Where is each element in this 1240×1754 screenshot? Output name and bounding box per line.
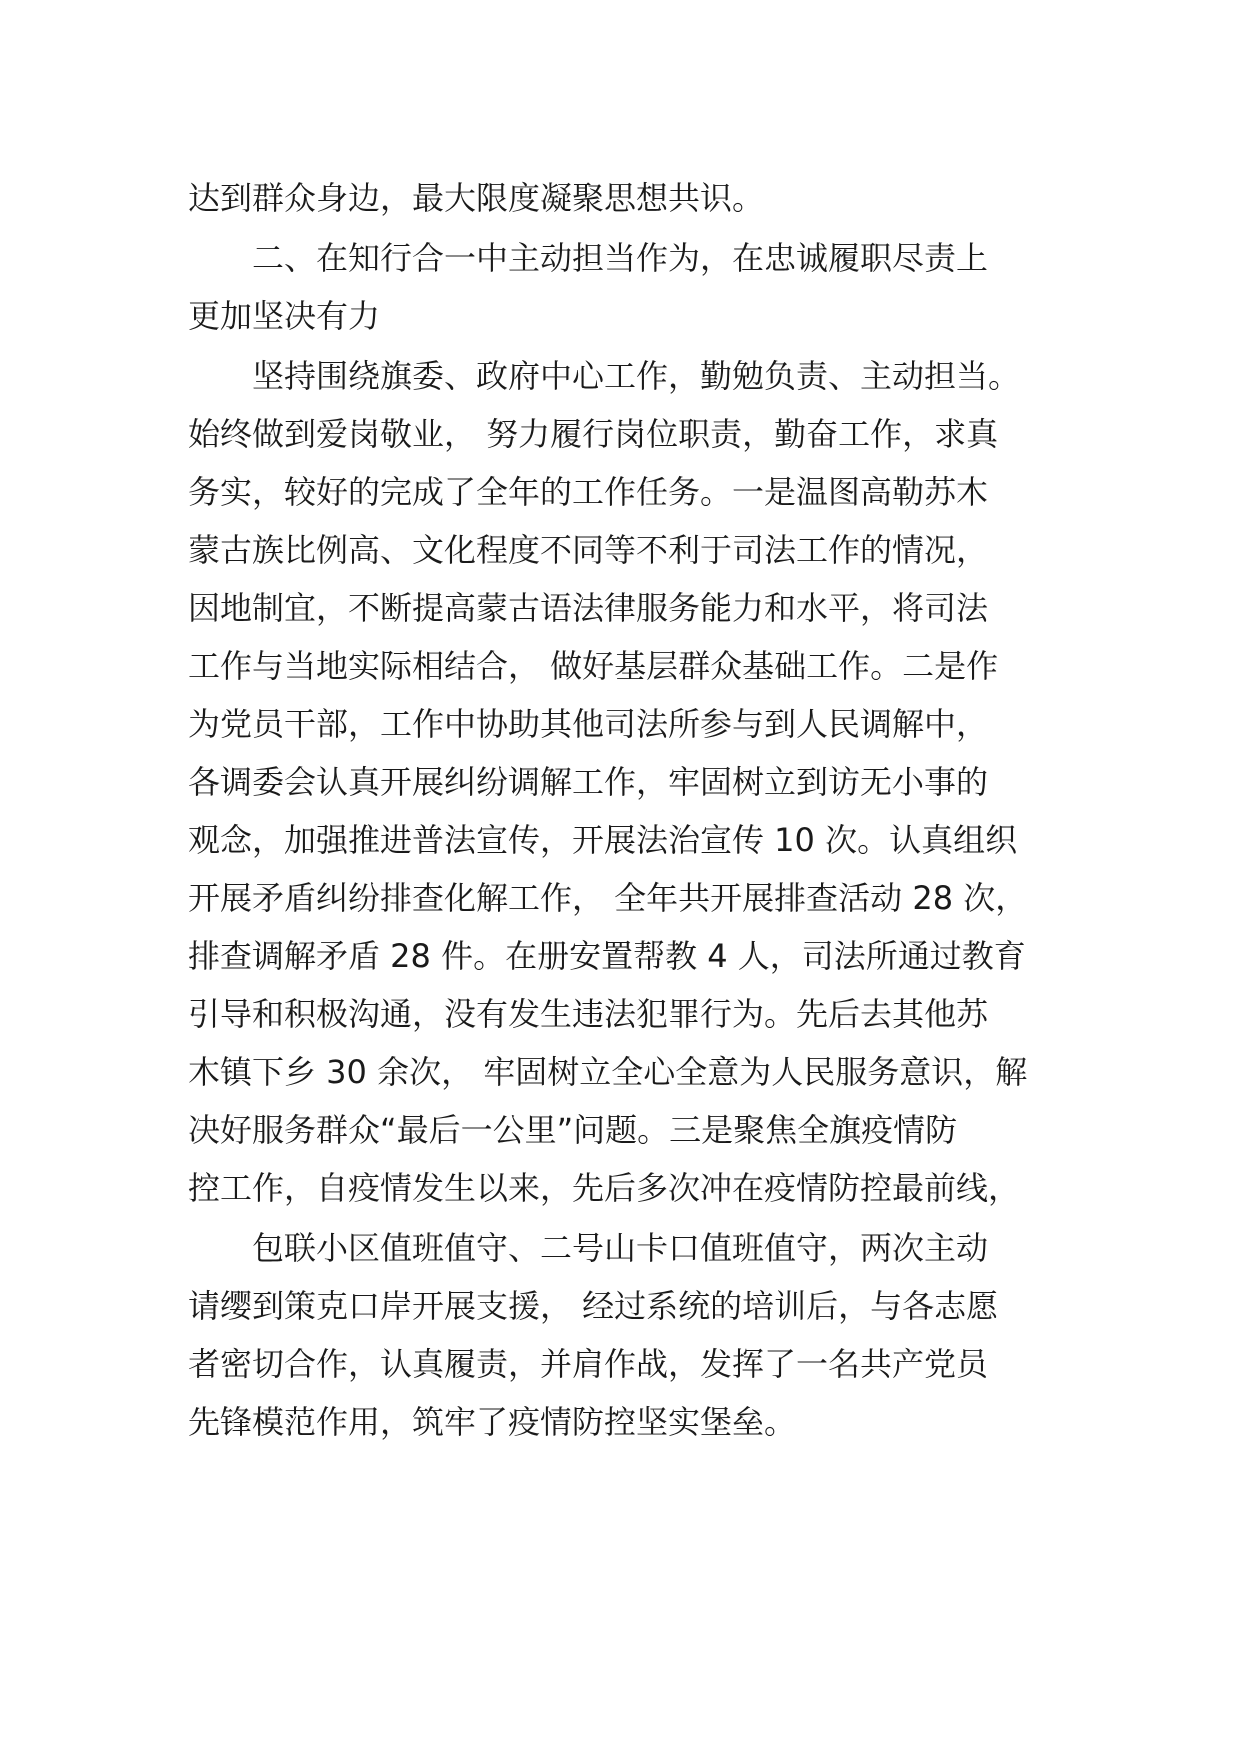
body-text-line: 达到群众身边，最大限度凝聚思想共识。: [188, 179, 765, 217]
body-text-line: 务实，较好的完成了全年的工作任务。一是温图高勒苏木: [188, 473, 989, 511]
body-text-line: 包联小区值班值守、二号山卡口值班值守，两次主动: [252, 1229, 989, 1267]
body-text-line: 因地制宜，不断提高蒙古语法律服务能力和水平，将司法: [188, 589, 989, 627]
body-text-line: 请缨到策克口岸开展支援， 经过系统的培训后，与各志愿: [188, 1287, 999, 1325]
body-text-line: 为党员干部，工作中协助其他司法所参与到人民调解中，: [188, 705, 989, 743]
body-text-line: 蒙古族比例高、文化程度不同等不利于司法工作的情况，: [188, 531, 989, 569]
body-text-line: 始终做到爱岗敬业， 努力履行岗位职责，勤奋工作，求真: [188, 415, 999, 453]
body-text-line: 木镇下乡 30 余次， 牢固树立全心全意为人民服务意识，解: [188, 1053, 1028, 1091]
body-text-line: 引导和积极沟通，没有发生违法犯罪行为。先后去其他苏: [188, 995, 989, 1033]
section-heading-line: 更加坚决有力: [188, 297, 381, 335]
body-text-line: 观念，加强推进普法宣传，开展法治宣传 10 次。认真组织: [188, 821, 1018, 859]
section-heading-line: 二、在知行合一中主动担当作为，在忠诚履职尽责上: [252, 239, 989, 277]
body-text-line: 各调委会认真开展纠纷调解工作，牢固树立到访无小事的: [188, 763, 989, 801]
body-text-line: 先锋模范作用，筑牢了疫情防控坚实堡垒。: [188, 1403, 797, 1441]
body-text-line: 开展矛盾纠纷排查化解工作， 全年共开展排查活动 28 次，: [188, 879, 1028, 917]
body-text-line: 工作与当地实际相结合， 做好基层群众基础工作。二是作: [188, 647, 999, 685]
body-text-line: 者密切合作，认真履责，并肩作战，发挥了一名共产党员: [188, 1345, 989, 1383]
body-text-line: 坚持围绕旗委、政府中心工作，勤勉负责、主动担当。: [252, 357, 1021, 395]
body-text-line: 控工作，自疫情发生以来，先后多次冲在疫情防控最前线，: [188, 1169, 1021, 1207]
body-text-line: 决好服务群众“最后一公里”问题。三是聚焦全旗疫情防: [188, 1111, 958, 1149]
body-text-line: 排查调解矛盾 28 件。在册安置帮教 4 人，司法所通过教育: [188, 937, 1026, 975]
